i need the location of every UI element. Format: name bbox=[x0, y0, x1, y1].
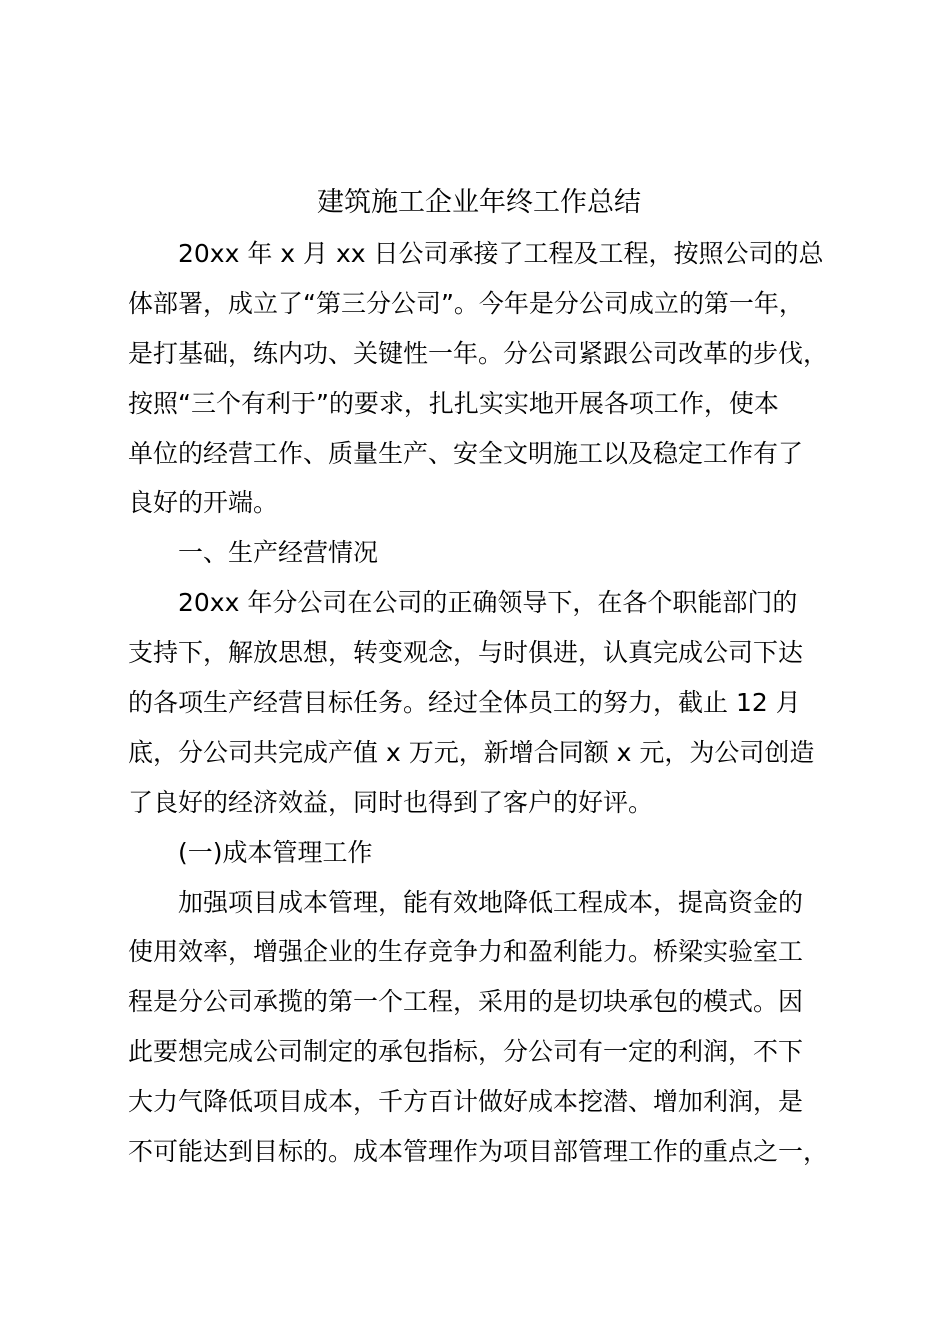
section-heading: 一、生产经营情况 bbox=[178, 538, 379, 568]
paragraph-line: 加强项目成本管理，能有效地降低工程成本，提高资金的 bbox=[178, 887, 804, 917]
paragraph-line: 程是分公司承揽的第一个工程，采用的是切块承包的模式。因 bbox=[128, 987, 804, 1017]
document-body bbox=[128, 236, 858, 1184]
paragraph-line: 大力气降低项目成本，千方百计做好成本挖潜、增加利润，是 bbox=[128, 1087, 804, 1117]
paragraph-line: 20xx 年分公司在公司的正确领导下，在各个职能部门的 bbox=[178, 588, 798, 618]
paragraph-line: 支持下，解放思想，转变观念，与时俱进，认真完成公司下达 bbox=[128, 638, 804, 668]
paragraph-line: 良好的开端。 bbox=[128, 488, 279, 518]
paragraph-line: 此要想完成公司制定的承包指标，分公司有一定的利润，不下 bbox=[128, 1037, 804, 1067]
paragraph-line: 是打基础，练内功、关键性一年。分公司紧跟公司改革的步伐， bbox=[128, 338, 829, 368]
paragraph-line: 体部署，成立了“第三分公司”。今年是分公司成立的第一年， bbox=[128, 288, 804, 318]
paragraph-line: 20xx 年 x 月 xx 日公司承接了工程及工程，按照公司的总 bbox=[178, 239, 824, 268]
document-title: 建筑施工企业年终工作总结 bbox=[317, 187, 641, 218]
paragraph-line: 按照“三个有利于”的要求，扎扎实实地开展各项工作，使本 bbox=[128, 388, 779, 418]
paragraph-line: 使用效率，增强企业的生存竞争力和盈利能力。桥梁实验室工 bbox=[128, 937, 804, 967]
paragraph-line: 了良好的经济效益，同时也得到了客户的好评。 bbox=[128, 787, 654, 817]
paragraph-line: 不可能达到目标的。成本管理作为项目部管理工作的重点之一， bbox=[128, 1137, 829, 1167]
paragraph-line: 的各项生产经营目标任务。经过全体员工的努力，截止 12 月 bbox=[128, 688, 801, 718]
paragraph-line: 底，分公司共完成产值 x 万元，新增合同额 x 元，为公司创造 bbox=[128, 737, 815, 767]
paragraph-line: 单位的经营工作、质量生产、安全文明施工以及稳定工作有了 bbox=[128, 438, 804, 468]
subsection-heading: (一)成本管理工作 bbox=[178, 837, 373, 867]
